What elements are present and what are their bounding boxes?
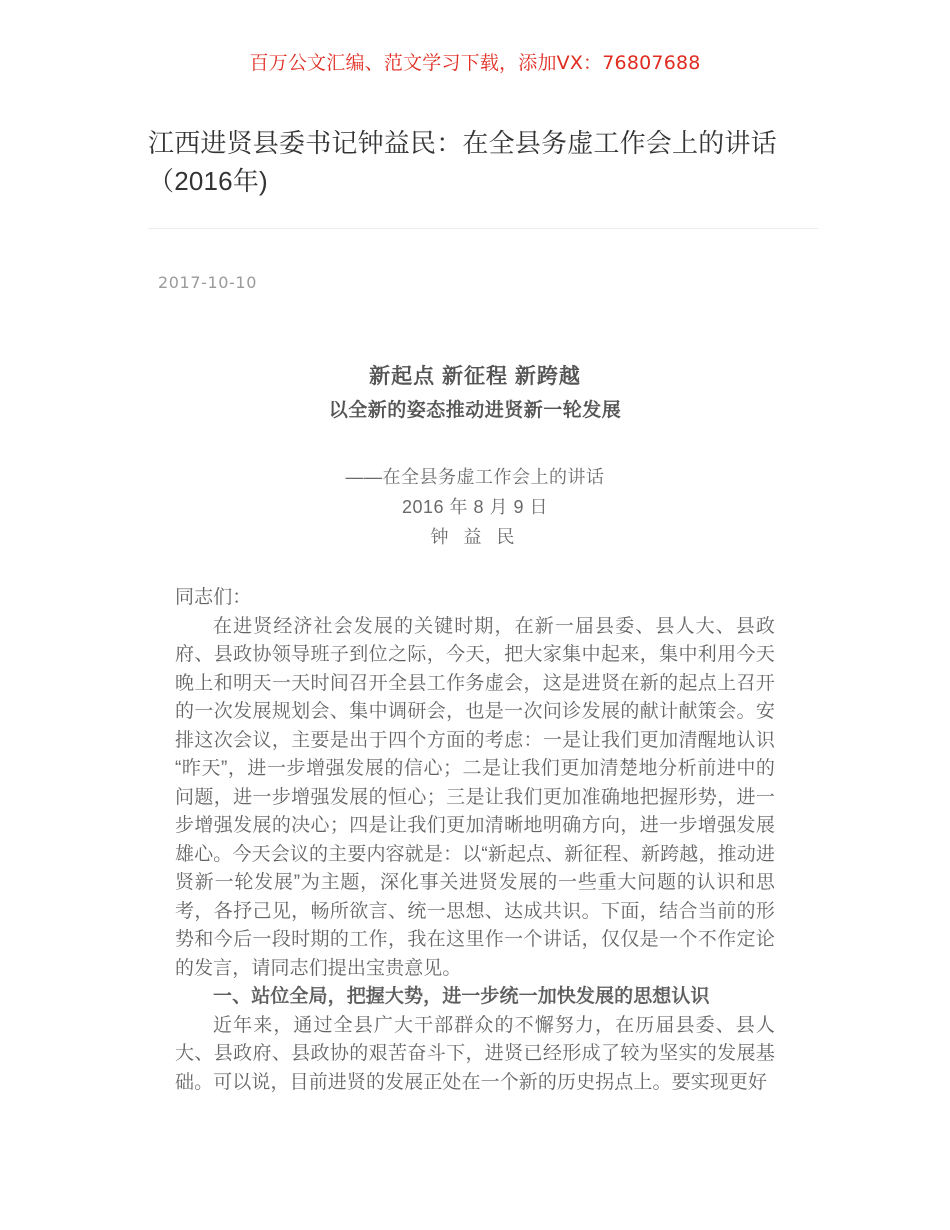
- document-occasion: ——在全县务虚工作会上的讲话: [345, 467, 605, 487]
- article-header: [148, 76, 810, 292]
- body-paragraph: 在进贤经济社会发展的关键时期，在新一届县委、县人大、县政府、县政协领导班子到位之际，今天，把大家集中起来，集中利用今天晚上和明天一天时间召开全县工作务虚会，这是进贤在新的起点上召开的一次发展规划会、集中调研会，也是一次问诊发展的献计献策会。安排这次会议，主要是出于四个方面的考虑：一是让我们更加清醒地认识“昨天”，进一步增强发展的信心；二是让我们更加清楚地分析前进中的问题，进一步增强发展的恒心；三是让我们更加准确地把握形势，进一步增强发展的决心；四是让我们更加清晰地明确方向，进一步增强发展雄心。今天会议的主要内容就是：以“新起点、新征程、新跨越，推动进贤新一轮发展”为主题，深化事关进贤发展的一些重大问题的认识和思考，各抒己见，畅所欲言、统一思想、达成共识。下面，结合当前的形势和今后一段时期的工作，我在这里作一个讲话，仅仅是一个不作定论的发言，请同志们提出宝贵意见。: [175, 615, 775, 979]
- section-heading: 一、站位全局，把握大势，进一步统一加快发展的思想认识: [213, 986, 710, 1007]
- title-divider: [148, 228, 818, 229]
- page-title: 江西进贤县委书记钟益民：在全县务虚工作会上的讲话（2016年): [148, 128, 777, 196]
- promo-banner-text: 百万公文汇编、范文学习下载，添加VX：76807688: [249, 52, 701, 74]
- document-date: 2016 年 8 月 9 日: [401, 497, 549, 517]
- document-sub-title: 以全新的姿态推动进贤新一轮发展: [328, 400, 622, 421]
- document-author: 钟 益 民: [430, 527, 520, 547]
- document-paragraphs: [175, 584, 775, 1097]
- body-paragraph: 近年来，通过全县广大干部群众的不懈努力，在历届县委、县人大、县政府、县政协的艰苦奋斗下，进贤已经形成了较为坚实的发展基础。可以说，目前进贤的发展正处在一个新的历史拐点上。要实现更好: [175, 1014, 775, 1093]
- publish-date: 2017-10-10: [158, 273, 257, 292]
- body-paragraph: 同志们：: [175, 587, 252, 608]
- document-body: [175, 292, 775, 1097]
- document-meta: [175, 462, 775, 552]
- document-main-title: 新起点 新征程 新跨越: [369, 365, 581, 388]
